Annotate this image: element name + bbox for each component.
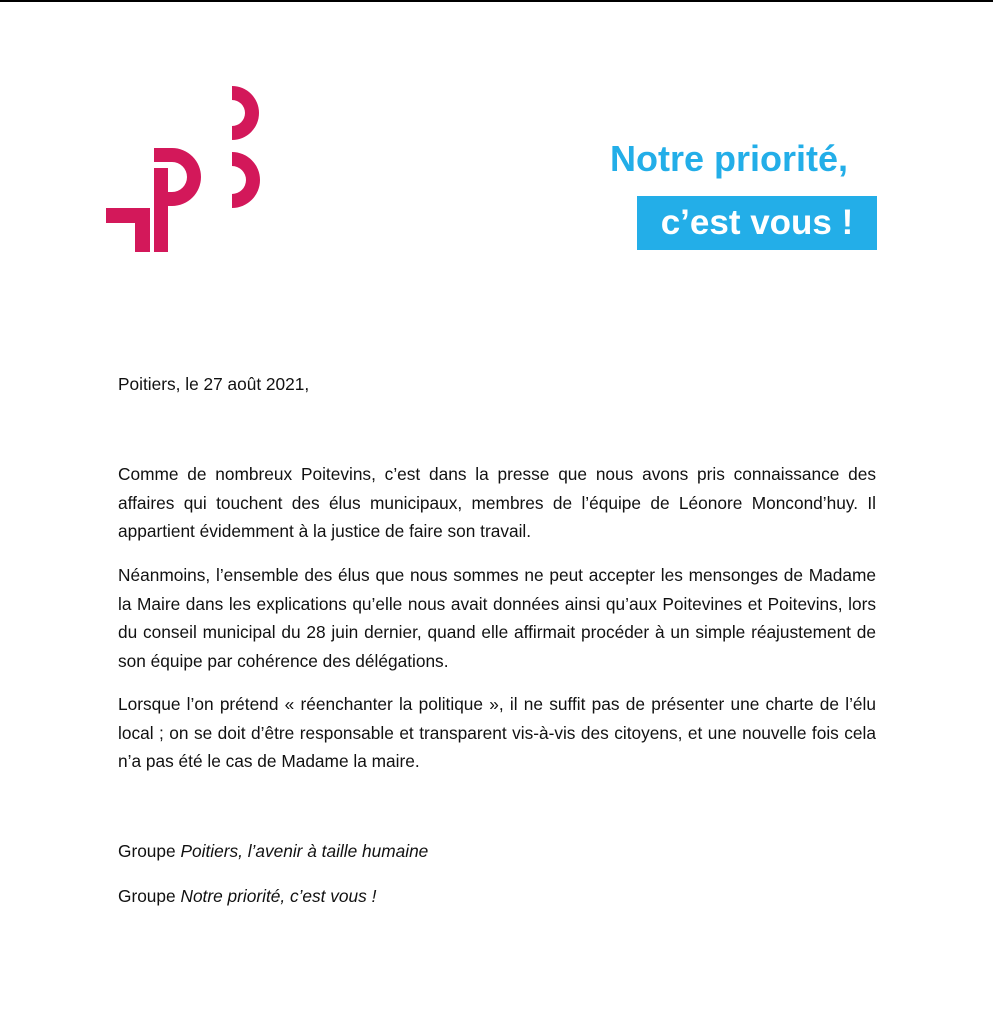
paragraph-3: Lorsque l’on prétend « réenchanter la politique », il ne suffit pas de présenter une charte de l’élu local ; on se doit d’être responsable et transparent vis-à-vis des citoyens, et une nouvelle fois cela n’a pas été le cas de Madame la maire. [118, 694, 876, 771]
signature-1 [118, 837, 876, 866]
signature-group-name: Notre priorité, c’est vous ! [180, 886, 377, 906]
signature-group-name: Poitiers, l’avenir à taille humaine [180, 841, 429, 861]
slogan-line2: c’est vous ! [660, 203, 854, 242]
slogan-box [637, 196, 877, 250]
poitiers-logo-icon [104, 84, 264, 256]
paragraph-1: Comme de nombreux Poitevins, c’est dans la presse que nous avons pris connaissance des affaires qui touchent des élus municipaux, membres de l’équipe de Léonore Moncond’huy. Il appartient évidemment à la justice de faire son travail. [118, 464, 876, 541]
signature-prefix: Groupe [118, 886, 176, 906]
letter-date: Poitiers, le 27 août 2021, [118, 374, 310, 394]
top-border [0, 0, 993, 2]
slogan-logo [580, 110, 920, 270]
slogan-line1: Notre priorité, [610, 138, 849, 179]
signature-2 [118, 882, 876, 911]
signature-prefix: Groupe [118, 841, 176, 861]
paragraph-2: Néanmoins, l’ensemble des élus que nous sommes ne peut accepter les mensonges de Madame la Maire dans les explications qu’elle nous avait données ainsi qu’aux Poitevines et Poitevins, lors du conseil municipal du 28 juin dernier, quand elle affirmait procéder à un simple réajustement de son équipe par cohérence des délégations. [118, 565, 876, 671]
